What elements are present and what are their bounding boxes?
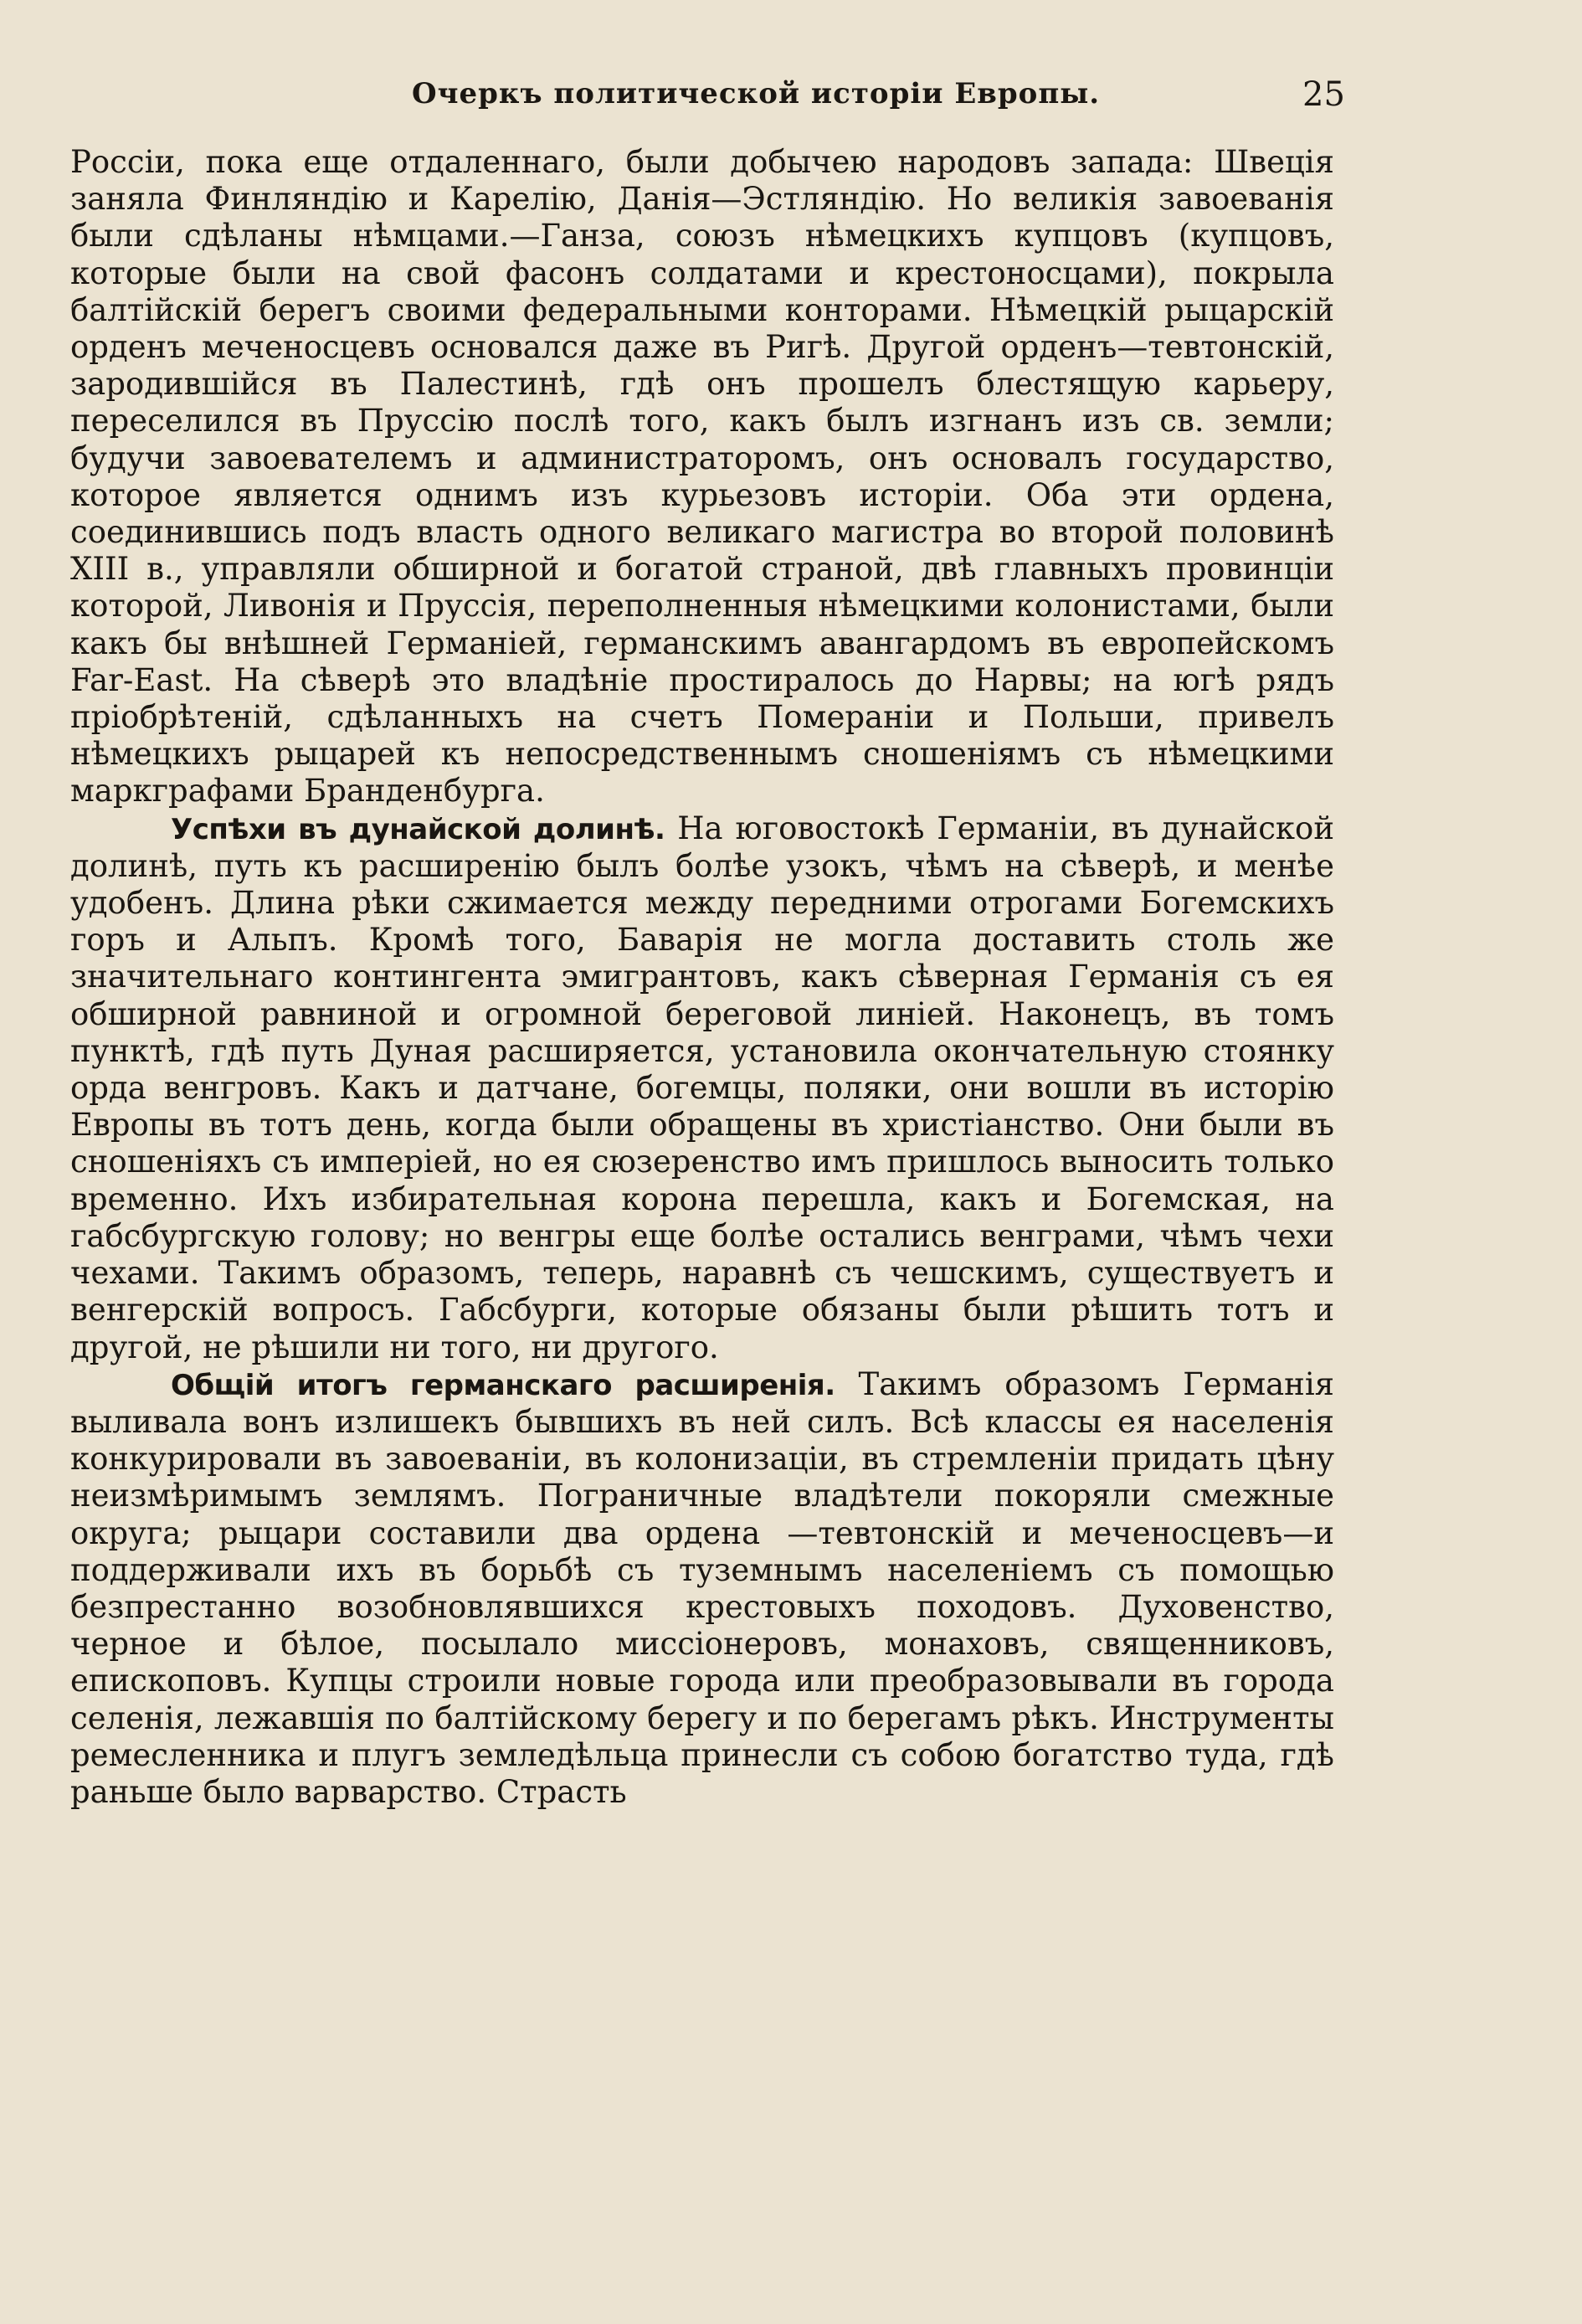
running-title: Очеркъ политической исторіи Европы. xyxy=(412,77,1101,111)
running-head xyxy=(0,74,1582,116)
paragraph-text: Такимъ образомъ Германія выливала вонъ излишекъ бывшихъ въ ней силъ. Всѣ классы ея населенія конкурировали въ завоеваніи, въ колонизаціи, въ стремленіи придать цѣну неизмѣримымъ землямъ. Пограничные владѣтели покоряли смежные округа; рыцари составили два ордена —тевтонскій и меченосцевъ—и поддерживали ихъ въ борьбѣ съ туземнымъ населеніемъ съ помощью безпрестанно возобновлявшихся крестовыхъ походовъ. Духовенство, черное и бѣлое, посылало миссіонеровъ, монаховъ, священниковъ, епископовъ. Купцы строили новые города или преобразовывали въ города селенія, лежавшія по балтійскому берегу и по берегамъ рѣкъ. Инструменты ремесленника и плугъ земледѣльца принесли съ собою богатство туда, гдѣ раньше было варварство. Страсть xyxy=(70,1365,1334,1810)
paragraph-text: На юговостокѣ Германіи, въ дунайской долинѣ, путь къ расширенію былъ болѣе узокъ, чѣмъ на сѣверѣ, и менѣе удобенъ. Длина рѣки сжимается между передними отрогами Богемскихъ горъ и Альпъ. Кромѣ того, Баварія не могла доставить столь же значительнаго контингента эмигрантовъ, какъ сѣверная Германія съ ея обширной равниной и огромной береговой линіей. Наконецъ, въ томъ пунктѣ, гдѣ путь Дуная расширяется, установила окончательную стоянку орда венгровъ. Какъ и датчане, богемцы, поляки, они вошли въ исторію Европы въ тотъ день, когда были обращены въ христіанство. Они были въ сношеніяхъ съ имперіей, но ея сюзеренство имъ пришлось выносить только временно. Ихъ избирательная корона перешла, какъ и Богемская, на габсбургскую голову; но венгры еще болѣе остались венграми, чѣмъ чехи чехами. Такимъ образомъ, теперь, наравнѣ съ чешскимъ, существуетъ и венгерскій вопросъ. Габсбурги, которые обязаны были рѣшить тотъ и другой, не рѣшили ни того, ни другого. xyxy=(70,810,1334,1365)
section-heading-danube: Успѣхи въ дунайской долинѣ. xyxy=(171,812,665,846)
paragraph-text: Россіи, пока еще отдаленнаго, были добычею народовъ запада: Швеція заняла Финляндію и Карелію, Данія—Эстляндію. Но великія завоеванія были сдѣланы нѣмцами.—Ганза, союзъ нѣмецкихъ купцовъ (купцовъ, которые были на свой фасонъ солдатами и крестоносцами), покрыла балтійскій берегъ своими федеральными конторами. Нѣмецкій рыцарскій орденъ меченосцевъ основался даже въ Ригѣ. Другой орденъ—тевтонскій, зародившійся въ Палестинѣ, гдѣ онъ прошелъ блестящую карьеру, переселился въ Пруссію послѣ того, какъ былъ изгнанъ изъ св. земли; будучи завоевателемъ и администраторомъ, онъ основалъ государство, которое является однимъ изъ курьезовъ исторіи. Оба эти ордена, соединившись подъ власть одного великаго магистра во второй половинѣ XIII в., управляли обширной и богатой страной, двѣ главныхъ провинціи которой, Ливонія и Пруссія, переполненныя нѣмецкими колонистами, были какъ бы внѣшней Германіей, германскимъ авангардомъ въ европейскомъ Far-East. На сѣверѣ это владѣніе простиралось до Нарвы; на югѣ рядъ пріобрѣтеній, сдѣланныхъ на счетъ Помераніи и Польши, привелъ нѣмецкихъ рыцарей къ непосредственнымъ сношеніямъ съ нѣмецкими маркграфами Бранденбурга. xyxy=(70,144,1334,810)
paragraph-3 xyxy=(70,1366,1334,1811)
section-heading-summary: Общій итогъ германскаго расширенія. xyxy=(171,1368,835,1402)
paragraph-2 xyxy=(70,810,1334,1366)
page-number: 25 xyxy=(1302,75,1345,114)
paragraph-1 xyxy=(70,144,1334,810)
body-text xyxy=(70,144,1334,1811)
